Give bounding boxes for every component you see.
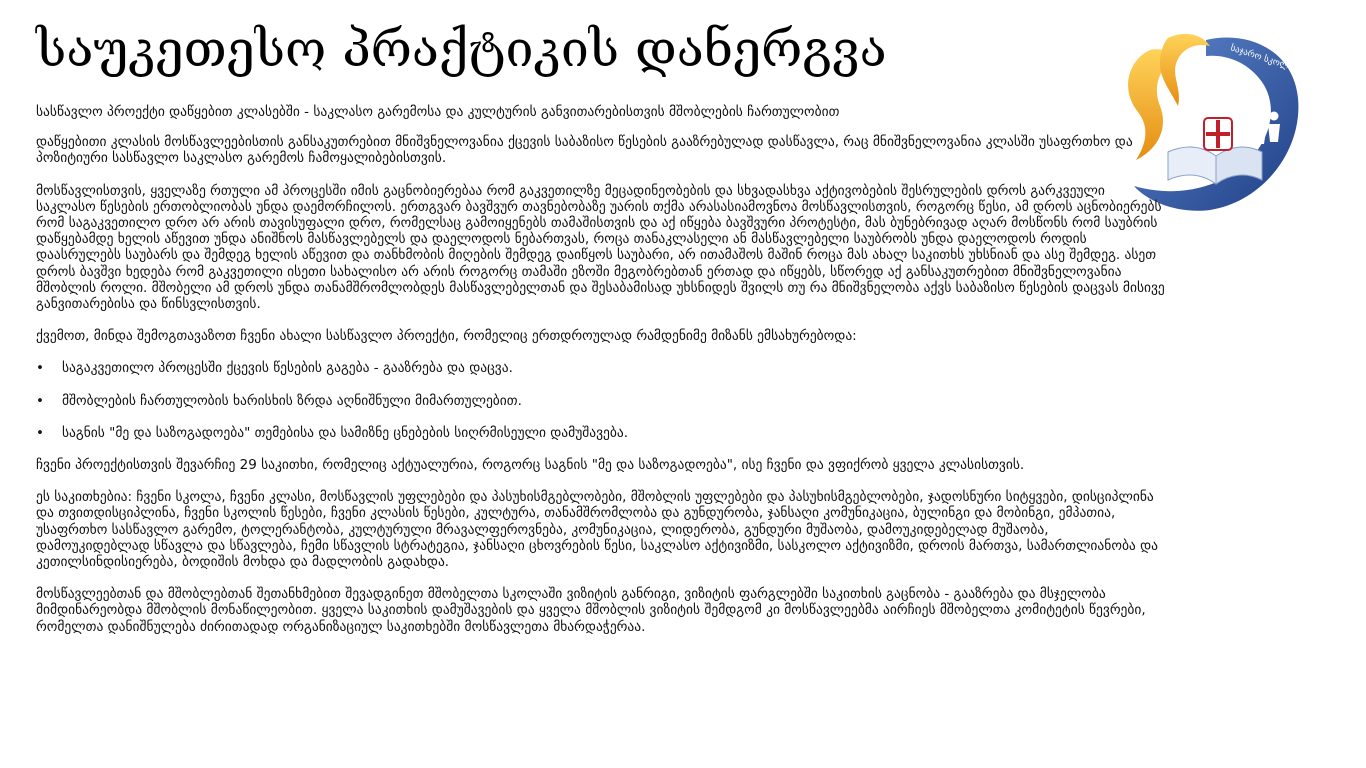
body-paragraph: მოსწავლეებთან და მშობლებთან შეთანხმებით შევადგინეთ მშობელთა სკოლაში ვიზიტის განრიგი, ვიზიტის ფარგლებში საკითხის გაცნობა - გააზრება და მსჯელობა მიმდინარეობდა მშობლის მონაწილეობით. ყველა საკითხის დამუშავების და ყველა მშობლის ვიზიტის შემდგომ კი მოსწავლეებმა აირჩიეს მშობელთა კომიტეტის წევრები, რომელთა დანიშნულება ძირითადად ორგანიზაციულ საკითხებში მოსწავლეთა მხარდაჭერაა. [36,586,1146,635]
document-body [36,104,1166,651]
list-item [36,425,1166,441]
body-paragraph: დაწყებითი კლასის მოსწავლეებისთის განსაკუთრებით მნიშვნელოვანია ქცევის საბაზისო წესების გააზრებულად დასწავლა, რაც მნიშვნელოვანია კლასში უსაფრთხო და პოზიტიური სასწავლო საკლასო გარემოს ჩამოყალიბებისთვის. [36,134,1133,167]
list-item-text: საგნის "მე და საზოგადოება" თემებისა და სამიზნე ცნებების სიღრმისეული დამუშავება. [62,424,628,441]
list-item [36,360,1166,376]
list-item-text: საგაკვეთილო პროცესში ქცევის წესების გაგება - გააზრება და დაცვა. [62,360,513,377]
list-item [36,393,1166,409]
goals-list [36,360,1166,441]
page-title: საუკეთესო პრაქტიკის დანერგვა [36,20,887,78]
body-paragraph: ეს საკითხებია: ჩვენი სკოლა, ჩვენი კლასი, მოსწავლის უფლებები და პასუხისმგებლობები, მშობლის უფლებები და პასუხისმგებლობები, ჯადოსნური სიტყვები, დისციპლინა და თვითდისციპლინა, ჩვენი სკოლის წესები, ჩვენი კლასის წესები, კულტურა, თანამშრომლობა და გუნდურობა, ჯანსაღი კომუნიკაცია, ბულინგი და მობინგი, ემპათია, უსაფრთხო სასწავლო გარემო, ტოლერანტობა, კულტურული მრავალფეროვნება, კომუნიკაცია, ლიდერობა, გუნდური მუშაობა, დამოუკიდებელად მუშაობა, დამოუკიდებლად სწავლა და სწავლება, ჩემი სწავლის სტრატეგია, ჯანსაღი ცხოვრების წესი, საკლასო აქტივიზმი, სასკოლო აქტივიზმი, დროის მართვა, სამართლიანობა და კეთილსინდისიერება, ბოდიშის მოხდა და მადლობის გადახდა. [36,489,1158,571]
bullet-icon: • [36,424,44,441]
bullet-icon: • [36,360,44,377]
body-paragraph: ჩვენი პროექტისთვის შევარჩიე 29 საკითხი, რომელიც აქტუალურია, როგორც საგნის "მე და საზოგადოება", ისე ჩვენი და ვფიქრობ ყველა კლასისთვის. [36,457,1025,474]
logo-text: საჯარო სკოლა [1229,43,1295,74]
intro-paragraph: სასწავლო პროექტი დაწყებით კლასებში - საკლასო გარემოსა და კულტურის განვითარებისთვის მშობლების ჩართულობით [36,104,840,120]
body-paragraph: მოსწავლისთვის, ყველაზე რთული ამ პროცესში იმის გაცნობიერებაა რომ გაკვეთილზე მეცადინეობების და სხვადასხვა აქტივობების შესრულების დროს გარკვეული საკლასო წესების ერთობლიობას უნდა დაემორჩილოს. ერთგვარ ბავშვურ თავნებობაზე უარის თქმა არასასიამოვნოა მოსწავლისთვის, როგორც წესი, ამ დროს აცნობიერებს რომ საგაკვეთილო დრო არ არის თავისუფალი დრო, რომელსაც გამოიყენებს თამაშისთვის და აქ იწყება ბავშვური პროტესტი, მას ბუნებრივად აღარ მოსწონს რომ საუბრის დაწყებამდე ხელის აწევით უნდა ანიშნოს მასწავლებელს და დაელოდოს ნებართვას, როცა თანაკლასელი ან მასწავლებელი საუბრობს უნდა დაელოდოს როდის დაასრულებს საუბარს და შემდეგ ხელის აწევით და თანხმობის მიღების შემდეგ დაიწყოს საუბარი, არ ითამაშოს მაშინ როცა მას ახალ საკითხს უხსნიან და ასე შემდეგ. ასეთ დროს ბავშვი ხედება რომ გაკვეთილი ისეთი სახალისო არ არის როგორც თამაში ეზოში მეგობრებთან ერთად და იწყებს, სწორედ აქ განსაკუთრებით მნიშვნელოვანია მშობლის როლი. მშობელი ამ დროს უნდა თანამშრომლობდეს მასწავლებელთან და შესაბამისად უხსნიდეს შვილს თუ რა მნიშვნელობა აქვს საბაზისო წესების დაცვას მისივე განვითარებისა და წინსვლისთვის. [36,182,1165,313]
bullet-icon: • [36,392,44,409]
list-item-text: მშობლების ჩართულობის ხარისხის ზრდა აღნიშნული მიმართულებით. [62,392,522,409]
body-paragraph: ქვემოთ, მინდა შემოგთავაზოთ ჩვენი ახალი სასწავლო პროექტი, რომელიც ერთდროულად რამდენიმე მიზანს ემსახურებოდა: [36,328,857,345]
